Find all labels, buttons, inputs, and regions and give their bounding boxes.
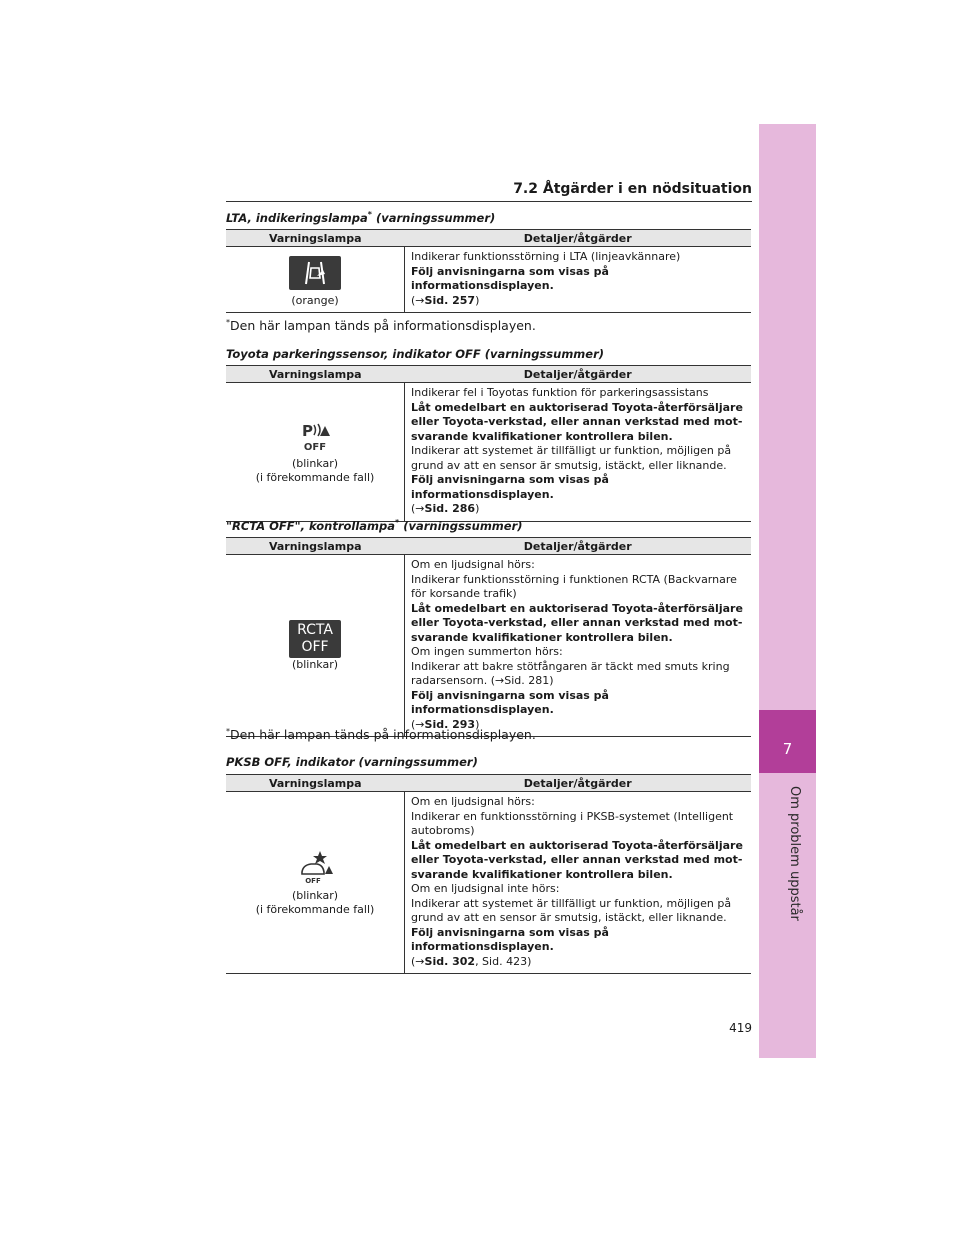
detail-line: Indikerar funktionsstörning i LTA (linjeavkännare) [411, 250, 681, 263]
column-header-lamp: Varningslampa [226, 230, 405, 247]
icon-off-text: OFF [303, 441, 327, 453]
detail-line: Följ anvisningarna som visas på informationsdisplayen. [411, 688, 609, 716]
detail-line: grund av att en sensor är smutsig, istäckt, eller liknande. [411, 911, 727, 924]
table-row [226, 792, 751, 974]
column-header-details: Detaljer/åtgärder [405, 366, 752, 383]
footnote: *Den här lampan tänds på informationsdisplayen. [226, 727, 536, 743]
detail-line: Om en ljudsignal inte hörs: [411, 882, 560, 895]
detail-line: Följ anvisningarna som visas på informationsdisplayen. [411, 264, 609, 292]
warning-table-rcta [226, 537, 751, 737]
svg-text:P: P [302, 421, 313, 440]
lamp-cell [226, 383, 405, 522]
asterisk: * [367, 210, 372, 219]
page-reference: (→Sid. 293) [411, 717, 480, 731]
lamp-cell [226, 555, 405, 737]
icon-text: OFF [301, 638, 329, 655]
warning-table-pksb [226, 774, 751, 974]
page-link[interactable]: Sid. 286 [424, 502, 476, 515]
asterisk: * [226, 318, 230, 327]
rcta-off-icon [289, 620, 341, 658]
page-number: 419 [729, 1021, 752, 1035]
lamp-cell [226, 247, 405, 313]
detail-line: eller Toyota-verkstad, eller annan verkstad med mot- [411, 415, 743, 428]
detail-line: Om en ljudsignal hörs: [411, 558, 535, 571]
table-row [226, 383, 751, 522]
section-title-suffix: (varningssummer) [399, 518, 523, 533]
lamp-caption: (i förekommande fall) [255, 902, 375, 916]
detail-line: radarsensorn. (→Sid. 281) [411, 674, 554, 687]
section-title-pksb: PKSB OFF, indikator (varningssummer) [226, 755, 478, 769]
warning-table-parking-sensor [226, 365, 751, 522]
chapter-number-tab[interactable]: 7 [759, 710, 816, 773]
section-title-text: "RCTA OFF", kontrollampa [226, 518, 396, 533]
section-title-text: LTA, indikeringslampa [226, 210, 368, 225]
detail-line: Indikerar att bakre stötfångaren är täckt med smuts kring [411, 659, 730, 673]
detail-line: Följ anvisningarna som visas på informationsdisplayen. [411, 925, 609, 953]
lta-lane-icon [289, 256, 341, 290]
column-header-lamp: Varningslampa [226, 538, 405, 555]
chapter-label: Om problem uppstår [787, 786, 802, 921]
footnote: *Den här lampan tänds på informationsdisplayen. [226, 318, 536, 334]
lamp-caption: (i förekommande fall) [255, 470, 375, 484]
detail-line: svarande kvalifikationer kontrollera bilen. [411, 867, 673, 881]
page-reference: (→Sid. 286) [411, 502, 480, 515]
section-title-parking-sensor: Toyota parkeringssensor, indikator OFF (varningssummer) [226, 347, 605, 361]
section-title-lta [226, 210, 495, 225]
lamp-caption: (blinkar) [291, 888, 339, 902]
page-link[interactable]: Sid. 293 [424, 717, 476, 731]
column-header-lamp: Varningslampa [226, 775, 405, 792]
column-header-lamp: Varningslampa [226, 366, 405, 383]
page-reference: (→Sid. 302, Sid. 423) [411, 954, 532, 968]
details-cell [405, 792, 752, 974]
parking-sensor-off-icon [295, 419, 335, 453]
detail-line: svarande kvalifikationer kontrollera bilen. [411, 429, 673, 443]
page-link[interactable]: Sid. 302 [424, 954, 476, 968]
table-row [226, 555, 751, 737]
column-header-details: Detaljer/åtgärder [405, 775, 752, 792]
detail-line: Om ingen summerton hörs: [411, 645, 563, 658]
column-header-details: Detaljer/åtgärder [405, 538, 752, 555]
asterisk: * [395, 518, 400, 527]
detail-line: för korsande trafik) [411, 587, 517, 600]
lamp-caption: (orange) [291, 293, 339, 307]
warning-table-lta [226, 229, 751, 313]
details-cell [405, 383, 752, 522]
lamp-cell [226, 792, 405, 974]
detail-line: eller Toyota-verkstad, eller annan verkstad med mot- [411, 853, 743, 866]
detail-line: grund av att en sensor är smutsig, istäckt, eller liknande. [411, 458, 727, 472]
detail-line: Låt omedelbart en auktoriserad Toyota-återförsäljare [411, 838, 743, 852]
detail-line: Indikerar fel i Toyotas funktion för parkeringsassistans [411, 386, 709, 399]
section-title-suffix: (varningssummer) [371, 210, 496, 225]
detail-line: Indikerar funktionsstörning i funktionen RCTA (Backvarnare [411, 572, 737, 586]
detail-line: svarande kvalifikationer kontrollera bilen. [411, 630, 673, 644]
asterisk: * [226, 727, 230, 736]
detail-line: Låt omedelbart en auktoriserad Toyota-återförsäljare [411, 601, 743, 615]
section-title-rcta [226, 518, 523, 533]
page-link[interactable]: Sid. 257 [424, 293, 476, 307]
column-header-details: Detaljer/åtgärder [405, 230, 752, 247]
detail-line: autobroms) [411, 824, 475, 837]
pksb-off-icon [293, 849, 337, 885]
details-cell [405, 555, 752, 737]
lamp-caption: (blinkar) [291, 657, 339, 671]
detail-line: eller Toyota-verkstad, eller annan verkstad med mot- [411, 616, 743, 629]
detail-line: Indikerar att systemet är tillfälligt ur funktion, möjligen på [411, 444, 732, 457]
page-reference: (→Sid. 257) [411, 293, 480, 307]
table-row [226, 247, 751, 313]
detail-line: Låt omedelbart en auktoriserad Toyota-återförsäljare [411, 400, 743, 414]
page-header: 7.2 Åtgärder i en nödsituation [226, 181, 752, 202]
detail-line: Indikerar en funktionsstörning i PKSB-systemet (Intelligent [411, 809, 734, 823]
detail-line: Indikerar att systemet är tillfälligt ur funktion, möjligen på [411, 896, 732, 910]
lamp-caption: (blinkar) [291, 456, 339, 470]
details-cell [405, 247, 752, 313]
detail-line: Följ anvisningarna som visas på informationsdisplayen. [411, 473, 609, 501]
icon-text: RCTA [297, 621, 333, 638]
icon-off-text: OFF [305, 876, 321, 885]
detail-line: Om en ljudsignal hörs: [411, 795, 535, 808]
